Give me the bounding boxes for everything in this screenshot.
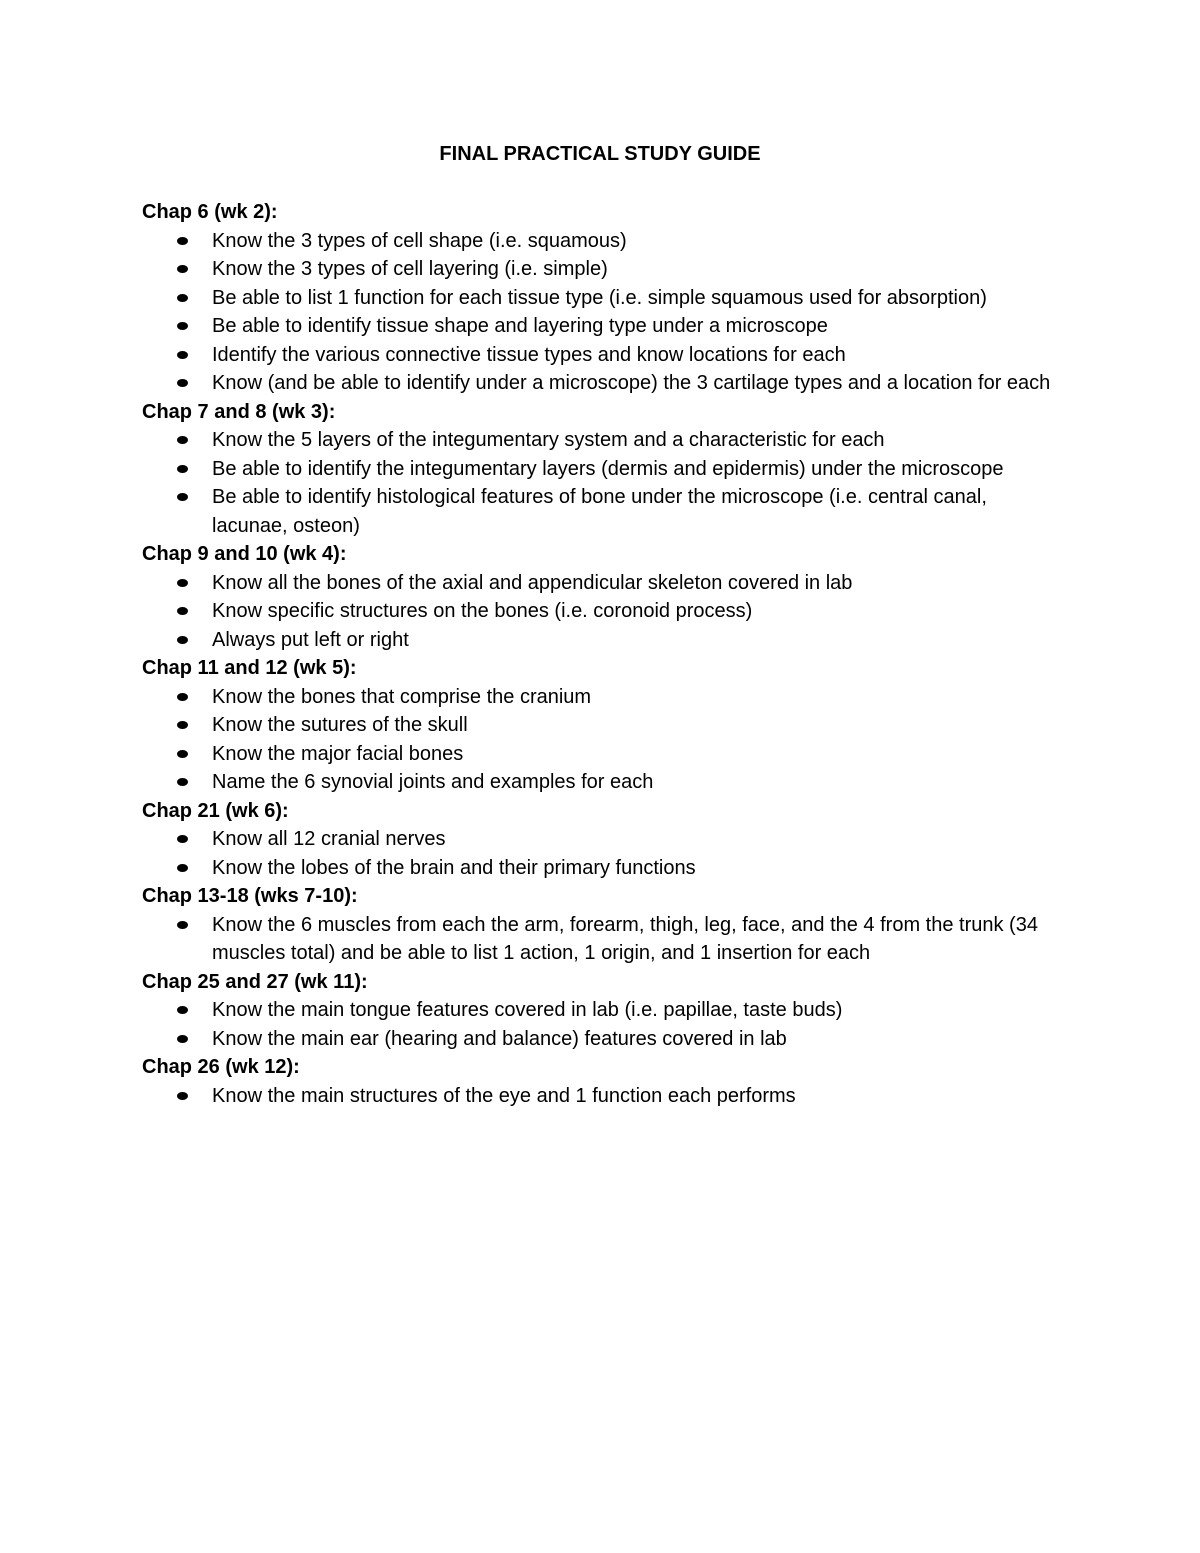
list-item-text: Know the 5 layers of the integumentary system and a characteristic for each: [212, 429, 885, 451]
list-item: [142, 911, 1062, 968]
bullet-icon: [177, 1006, 188, 1014]
list-item-text: Know the sutures of the skull: [212, 714, 468, 736]
list-item-text: Know (and be able to identify under a microscope) the 3 cartilage types and a location for each: [212, 372, 1051, 394]
study-section: [142, 1053, 1062, 1110]
bullet-icon: [177, 778, 188, 786]
bullet-icon: [177, 436, 188, 444]
list-item: [142, 1025, 1062, 1054]
document-body: [142, 198, 1062, 1110]
section-heading: Chap 25 and 27 (wk 11):: [142, 970, 368, 993]
bullet-icon: [177, 1092, 188, 1100]
list-item-text: Know the 3 types of cell layering (i.e. simple): [212, 258, 608, 280]
bullet-icon: [177, 379, 188, 387]
bullet-list: [142, 426, 1062, 540]
bullet-list: [142, 911, 1062, 968]
list-item: [142, 996, 1062, 1025]
list-item: [142, 626, 1062, 655]
bullet-list: [142, 1082, 1062, 1111]
section-heading: Chap 13-18 (wks 7-10):: [142, 885, 358, 907]
list-item: [142, 455, 1062, 484]
bullet-icon: [177, 636, 188, 644]
study-section: [142, 968, 1062, 1054]
list-item-text: Be able to identify tissue shape and layering type under a microscope: [212, 315, 828, 337]
study-section: [142, 540, 1062, 654]
list-item-text: Know the main structures of the eye and 1 function each performs: [212, 1084, 796, 1107]
list-item: [142, 284, 1062, 313]
list-item: [142, 255, 1062, 284]
section-heading: Chap 21 (wk 6):: [142, 799, 289, 822]
list-item-text: Know all the bones of the axial and appendicular skeleton covered in lab: [212, 571, 853, 594]
list-item: [142, 683, 1062, 712]
bullet-icon: [177, 921, 188, 929]
section-heading: Chap 9 and 10 (wk 4):: [142, 543, 347, 565]
bullet-icon: [177, 237, 188, 245]
bullet-icon: [177, 322, 188, 330]
list-item: [142, 825, 1062, 854]
study-section: [142, 654, 1062, 797]
list-item-text: Know the lobes of the brain and their primary functions: [212, 856, 696, 879]
list-item-text: Name the 6 synovial joints and examples for each: [212, 771, 654, 793]
bullet-icon: [177, 579, 188, 587]
bullet-icon: [177, 607, 188, 615]
bullet-icon: [177, 864, 188, 872]
bullet-icon: [177, 693, 188, 701]
list-item: [142, 483, 1062, 540]
list-item: [142, 768, 1062, 797]
document-title: FINAL PRACTICAL STUDY GUIDE: [439, 143, 761, 165]
bullet-icon: [177, 493, 188, 501]
list-item-text: Know the 3 types of cell shape (i.e. squamous): [212, 229, 627, 252]
bullet-list: [142, 227, 1062, 398]
list-item: [142, 312, 1062, 341]
list-item: [142, 369, 1062, 398]
bullet-icon: [177, 294, 188, 302]
list-item-text: Always put left or right: [212, 628, 409, 651]
bullet-icon: [177, 265, 188, 273]
list-item: [142, 227, 1062, 256]
section-heading: Chap 11 and 12 (wk 5):: [142, 657, 357, 679]
section-heading: Chap 6 (wk 2):: [142, 201, 278, 223]
section-heading: Chap 26 (wk 12):: [142, 1056, 300, 1078]
bullet-list: [142, 683, 1062, 797]
list-item: [142, 341, 1062, 370]
bullet-list: [142, 996, 1062, 1053]
list-item-text: Know the major facial bones: [212, 742, 464, 765]
bullet-icon: [177, 835, 188, 843]
study-section: [142, 882, 1062, 968]
list-item: [142, 597, 1062, 626]
list-item-text: Know specific structures on the bones (i.e. coronoid process): [212, 600, 753, 622]
list-item: [142, 711, 1062, 740]
list-item: [142, 854, 1062, 883]
list-item-text: Be able to identify the integumentary layers (dermis and epidermis) under the microscope: [212, 457, 1004, 480]
list-item-text: Know the bones that comprise the cranium: [212, 685, 592, 708]
bullet-icon: [177, 750, 188, 758]
bullet-icon: [177, 1035, 188, 1043]
bullet-icon: [177, 721, 188, 729]
list-item-text: Be able to list 1 function for each tissue type (i.e. simple squamous used for absorption): [212, 286, 987, 309]
study-section: [142, 398, 1062, 541]
bullet-icon: [177, 465, 188, 473]
bullet-icon: [177, 351, 188, 359]
list-item-text: Be able to identify histological features of bone under the microscope (i.e. central canal, lacunae, osteon): [212, 486, 987, 537]
bullet-list: [142, 569, 1062, 655]
list-item: [142, 426, 1062, 455]
study-section: [142, 198, 1062, 398]
list-item-text: Know the main tongue features covered in lab (i.e. papillae, taste buds): [212, 999, 843, 1021]
list-item-text: Know all 12 cranial nerves: [212, 828, 446, 850]
bullet-list: [142, 825, 1062, 882]
list-item-text: Know the main ear (hearing and balance) features covered in lab: [212, 1027, 787, 1050]
section-heading: Chap 7 and 8 (wk 3):: [142, 400, 336, 423]
list-item-text: Identify the various connective tissue types and know locations for each: [212, 343, 846, 366]
list-item: [142, 740, 1062, 769]
list-item: [142, 1082, 1062, 1111]
list-item-text: Know the 6 muscles from each the arm, forearm, thigh, leg, face, and the 4 from the trunk (34 muscles total) and be able to list 1 action, 1 origin, and 1 insertion for each: [212, 913, 1038, 964]
list-item: [142, 569, 1062, 598]
study-section: [142, 797, 1062, 883]
